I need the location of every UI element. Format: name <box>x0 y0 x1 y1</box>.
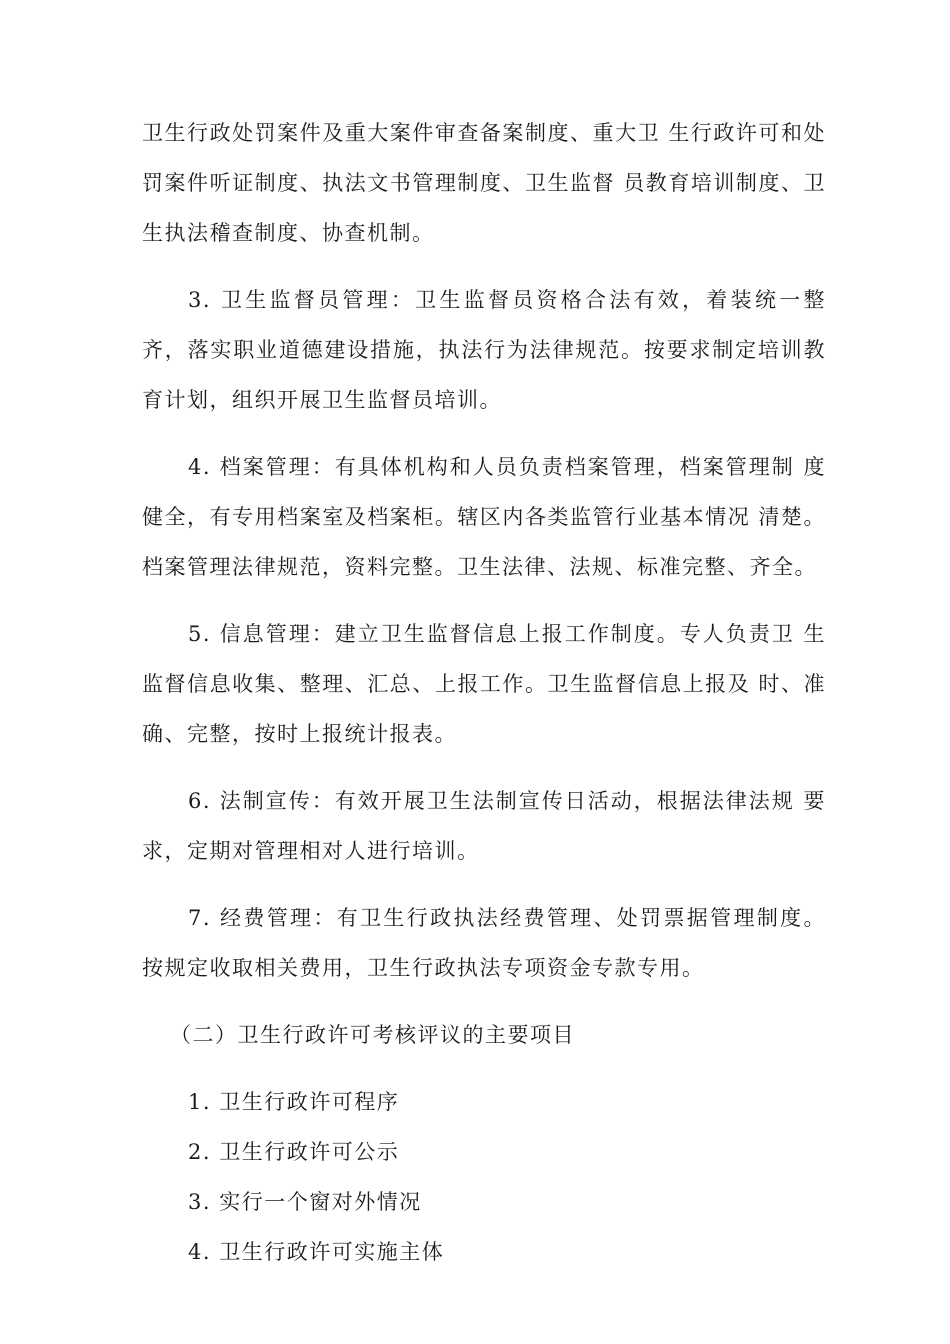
list-item: 1. 卫生行政许可程序 <box>188 1090 400 1114</box>
list-item: 3. 实行一个窗对外情况 <box>188 1190 422 1214</box>
paragraph-continuation: 卫生行政处罚案件及重大案件审查备案制度、重大卫 生行政许可和处罚案件听证制度、执法文书管理制度、卫生监督 员教育培训制度、卫生执法稽查制度、协查机制。 <box>142 121 826 245</box>
document-body <box>142 108 826 1277</box>
section-subheading: （二）卫生行政许可考核评议的主要项目 <box>170 1023 575 1047</box>
paragraph-legal-publicity: 6. 法制宣传：有效开展卫生法制宣传日活动，根据法律法规 要求，定期对管理相对人进行培训。 <box>142 789 826 863</box>
list-item: 4. 卫生行政许可实施主体 <box>188 1240 445 1264</box>
paragraph-funding-management: 7. 经费管理：有卫生行政执法经费管理、处罚票据管理制度。按规定收取相关费用，卫生行政执法专项资金专款专用。 <box>142 906 826 980</box>
list-item: 2. 卫生行政许可公示 <box>188 1140 400 1164</box>
paragraph-information-management: 5. 信息管理：建立卫生监督信息上报工作制度。专人负责卫 生监督信息收集、整理、汇总、上报工作。卫生监督信息上报及 时、准确、完整，按时上报统计报表。 <box>142 622 826 746</box>
paragraph-archive-management: 4. 档案管理：有具体机构和人员负责档案管理，档案管理制 度健全，有专用档案室及档案柜。辖区内各类监管行业基本情况 清楚。档案管理法律规范，资料完整。卫生法律、法规、标准完整、齐全。 <box>142 455 826 579</box>
paragraph-supervisor-management: 3. 卫生监督员管理：卫生监督员资格合法有效，着装统一整齐，落实职业道德建设措施，执法行为法律规范。按要求制定培训教育计划，组织开展卫生监督员培训。 <box>142 288 826 412</box>
